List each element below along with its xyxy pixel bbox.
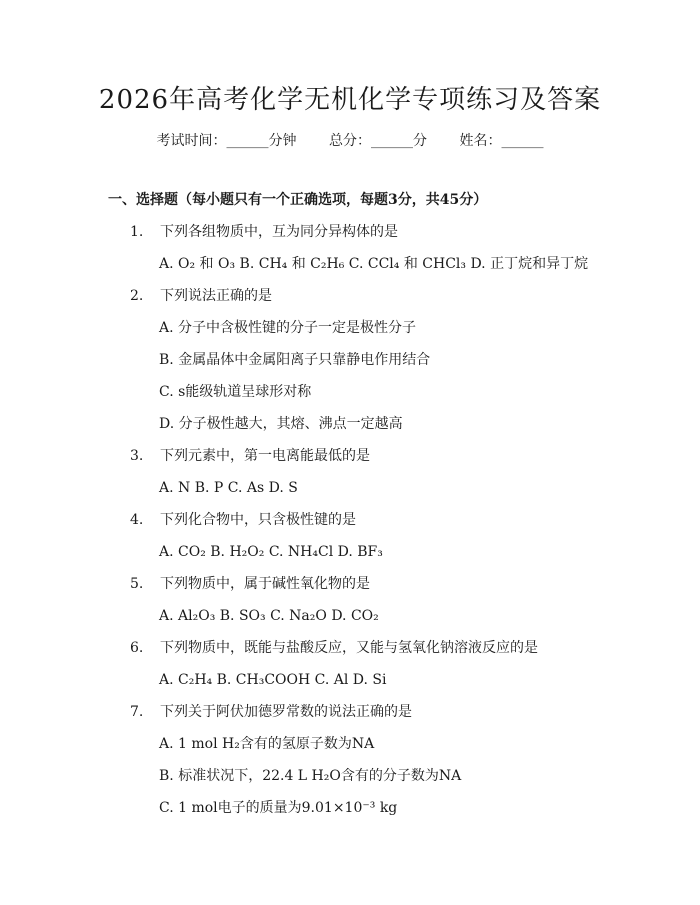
question-1 (0, 216, 700, 248)
answer-option: B. 金属晶体中金属阳离子只靠静电作用结合 (159, 352, 431, 368)
question-stem: 下列各组物质中，互为同分异构体的是 (160, 224, 398, 240)
answer-option: A. N B. P C. As D. S (159, 480, 298, 496)
question-number: 1. (130, 224, 144, 240)
question-5 (0, 568, 700, 600)
question-stem: 下列关于阿伏加德罗常数的说法正确的是 (160, 704, 412, 720)
exam-time-field: 考试时间：______分钟 (156, 133, 297, 149)
question-3 (0, 440, 700, 472)
question-6 (0, 632, 700, 664)
answer-option: A. O₂ 和 O₃ B. CH₄ 和 C₂H₆ C. CCl₄ 和 CHCl₃ D. 正丁烷和异丁烷 (159, 256, 589, 272)
answer-option: A. CO₂ B. H₂O₂ C. NH₄Cl D. BF₃ (159, 544, 383, 560)
answer-option: C. 1 mol电子的质量为9.01×10⁻³ kg (159, 800, 398, 816)
answer-option: C. s能级轨道呈球形对称 (159, 384, 312, 400)
answer-option: A. C₂H₄ B. CH₃COOH C. Al D. Si (159, 672, 387, 688)
answer-option: A. 分子中含极性键的分子一定是极性分子 (159, 320, 417, 336)
question-stem: 下列元素中，第一电离能最低的是 (160, 448, 370, 464)
answer-option: A. Al₂O₃ B. SO₃ C. Na₂O D. CO₂ (159, 608, 379, 624)
section-heading: 一、选择题（每小题只有一个正确选项，每题3分，共45分） (108, 192, 488, 208)
question-number: 2. (130, 288, 144, 304)
question-7 (0, 696, 700, 728)
answer-option: A. 1 mol H₂含有的氢原子数为NA (159, 736, 375, 752)
question-number: 5. (130, 576, 144, 592)
total-score-field: 总分：______分 (329, 133, 427, 149)
exam-meta (0, 128, 700, 154)
page-title: 2026年高考化学无机化学专项练习及答案 (98, 85, 602, 115)
question-stem: 下列说法正确的是 (160, 288, 272, 304)
question-number: 6. (130, 640, 144, 656)
question-number: 7. (130, 704, 144, 720)
question-4 (0, 504, 700, 536)
question-list (0, 216, 700, 824)
question-number: 3. (130, 448, 144, 464)
question-number: 4. (130, 512, 144, 528)
answer-option: B. 标准状况下，22.4 L H₂O含有的分子数为NA (159, 768, 462, 784)
question-stem: 下列物质中，既能与盐酸反应，又能与氢氧化钠溶液反应的是 (160, 640, 538, 656)
question-stem: 下列化合物中，只含极性键的是 (160, 512, 356, 528)
answer-option: D. 分子极性越大，其熔、沸点一定越高 (159, 416, 403, 432)
question-stem: 下列物质中，属于碱性氧化物的是 (160, 576, 370, 592)
question-2 (0, 280, 700, 312)
student-name-field: 姓名：______ (459, 133, 544, 149)
